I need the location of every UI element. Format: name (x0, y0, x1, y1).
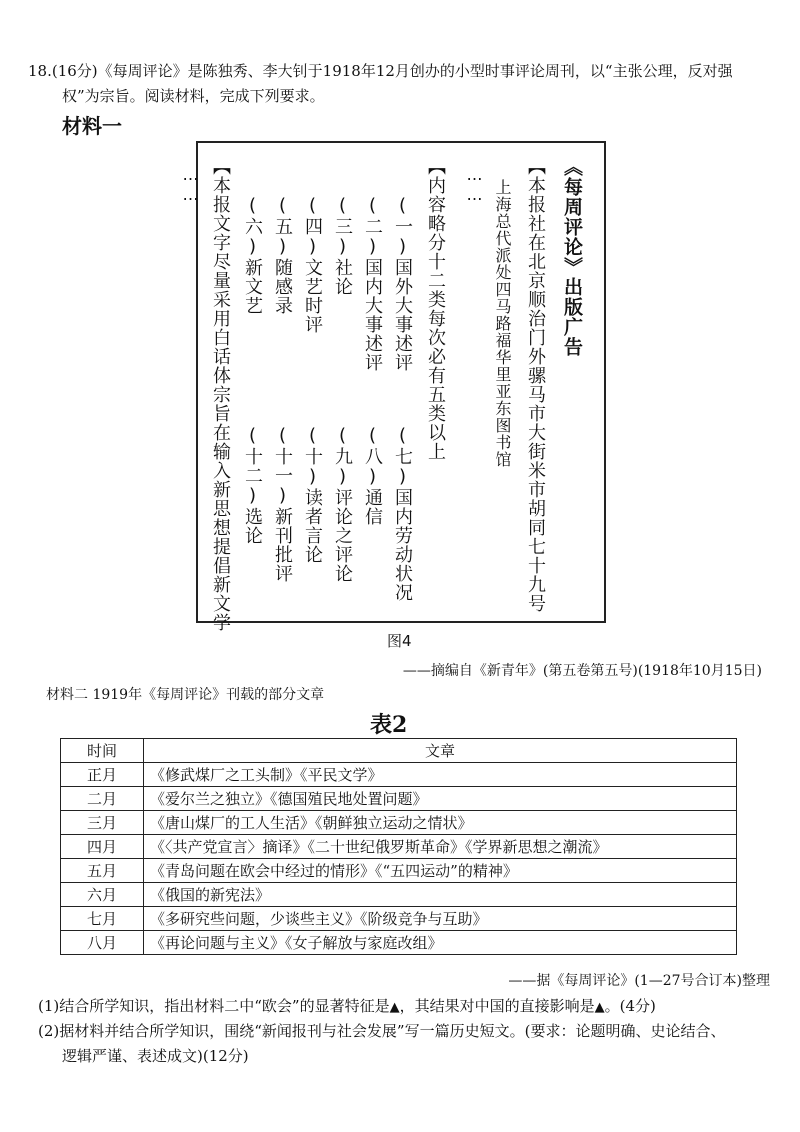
header-articles: 文章 (144, 739, 737, 763)
header-time: 时间 (61, 739, 144, 763)
ad-item-2: (二)国内大事述评 (362, 195, 383, 372)
question-stem-line1: 18.(16分)《每周评论》是陈独秀、李大钊于1918年12月创办的小型时事评论周刊，以“主张公理，反对强 (28, 62, 733, 80)
ad-item-5: (五)随感录 (272, 195, 293, 315)
q1-text-c: 。(4分) (604, 997, 656, 1015)
row-month: 五月 (61, 859, 144, 883)
ad-item-12: (十二)选论 (242, 425, 263, 545)
ad-item-4: (四)文艺时评 (302, 195, 323, 334)
articles-table (60, 738, 737, 955)
row-month: 二月 (61, 787, 144, 811)
table-row (61, 811, 737, 835)
answer-blank-1: ▲ (389, 1000, 400, 1015)
material1-heading: 材料一 (62, 114, 122, 138)
row-month: 七月 (61, 907, 144, 931)
row-articles: 《俄国的新宪法》 (144, 883, 737, 907)
table-row (61, 907, 737, 931)
ad-ellipsis-1: …… (465, 165, 484, 205)
row-articles: 《再论问题与主义》《女子解放与家庭改组》 (144, 931, 737, 955)
sub-question-2-line2: 逻辑严谨、表述成文)(12分) (62, 1047, 249, 1065)
sub-question-2-line1: (2)据材料并结合所学知识，围绕“新闻报刊与社会发展”写一篇历史短文。(要求：论题明确、史论结合、 (38, 1022, 726, 1040)
ad-language-note: 【本报文字尽量采用白话体宗旨在输入新思想提倡新文学 (210, 157, 231, 632)
material2-intro: 材料二 1919年《每周评论》刊载的部分文章 (46, 687, 325, 703)
table-row (61, 787, 737, 811)
row-month: 六月 (61, 883, 144, 907)
figure-caption: 图4 (387, 632, 412, 650)
table-row (61, 835, 737, 859)
ad-item-9: (九)评论之评论 (332, 425, 353, 583)
ad-address-shanghai: 上海总代派处四马路福华里亚东图书馆 (493, 179, 512, 468)
ad-content-intro: 【内容略分十二类每次必有五类以上 (425, 157, 446, 461)
table-row (61, 883, 737, 907)
row-articles: 《青岛问题在欧会中经过的情形》《“五四运动”的精神》 (144, 859, 737, 883)
row-month: 正月 (61, 763, 144, 787)
row-articles: 《〈共产党宣言〉摘译》《二十世纪俄罗斯革命》《学界新思想之潮流》 (144, 835, 737, 859)
row-articles: 《修武煤厂之工头制》《平民文学》 (144, 763, 737, 787)
advertisement-figure (181, 141, 606, 632)
table-row (61, 763, 737, 787)
ad-item-7: (七)国内劳动状况 (392, 425, 413, 602)
ad-address-beijing: 【本报社在北京顺治门外骡马市大街米市胡同七十九号 (525, 157, 546, 613)
q1-text-b: ，其结果对中国的直接影响是 (399, 997, 595, 1015)
ad-item-1: (一)国外大事述评 (392, 195, 413, 372)
sub-question-1 (38, 995, 656, 1019)
ad-item-6: (六)新文艺 (242, 195, 263, 315)
ad-title: 《每周评论》出版广告 (561, 157, 583, 357)
row-month: 三月 (61, 811, 144, 835)
row-articles: 《爱尔兰之独立》《德国殖民地处置问题》 (144, 787, 737, 811)
row-month: 四月 (61, 835, 144, 859)
question-stem-line2: 权”为宗旨。阅读材料，完成下列要求。 (62, 87, 325, 105)
row-articles: 《唐山煤厂的工人生活》《朝鲜独立运动之情状》 (144, 811, 737, 835)
ad-item-8: (八)通信 (362, 425, 383, 526)
answer-blank-2: ▲ (594, 1000, 605, 1015)
ad-item-11: (十一)新刊批评 (272, 425, 293, 583)
table-header-row (61, 739, 737, 763)
ad-item-3: (三)社论 (332, 195, 353, 296)
material1-source: ——摘编自《新青年》(第五卷第五号)(1918年10月15日) (402, 663, 762, 679)
table-title: 表2 (370, 712, 408, 738)
q1-text-a: (1)结合所学知识，指出材料二中“欧会”的显著特征是 (38, 997, 390, 1015)
material2-source: ——据《每周评论》(1—27号合订本)整理 (508, 973, 770, 989)
ad-item-10: (十)读者言论 (302, 425, 323, 564)
table-row (61, 931, 737, 955)
ad-ellipsis-2: …… (181, 165, 200, 205)
row-month: 八月 (61, 931, 144, 955)
row-articles: 《多研究些问题，少谈些主义》《阶级竞争与互助》 (144, 907, 737, 931)
table-row (61, 859, 737, 883)
